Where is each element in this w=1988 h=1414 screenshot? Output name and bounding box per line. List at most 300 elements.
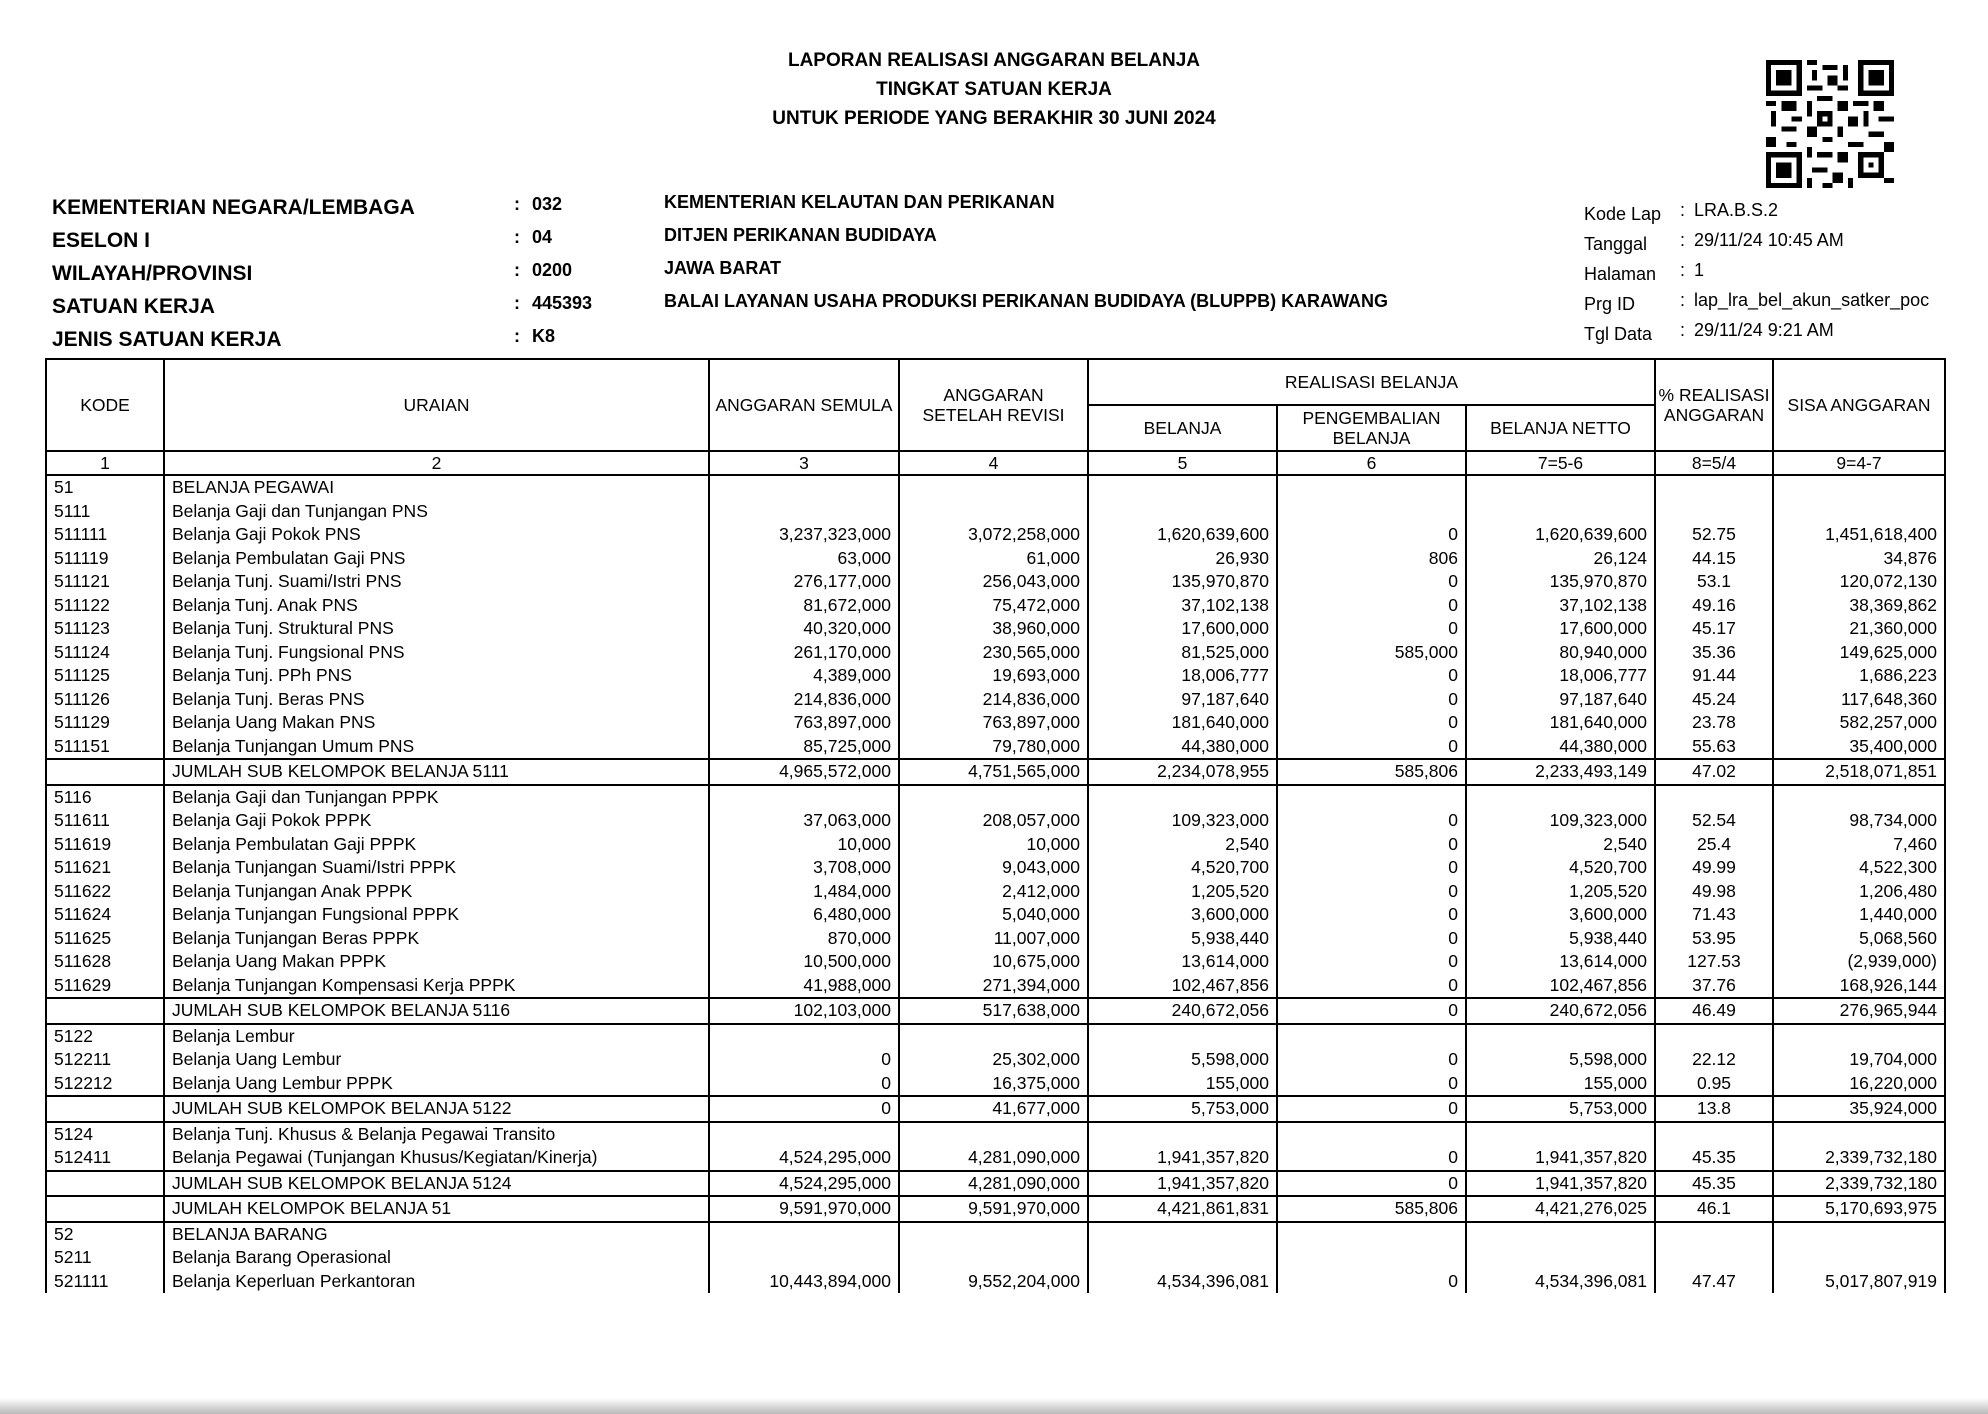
cell-netto: 18,006,777: [1466, 664, 1655, 688]
cell-persen: 49.16: [1655, 594, 1773, 618]
cell-belanja: 2,540: [1088, 833, 1277, 857]
cell-pengembalian: [1277, 475, 1466, 500]
cell-sisa: [1773, 785, 1945, 810]
header-uraian: URAIAN: [164, 359, 709, 451]
cell-belanja: 240,672,056: [1088, 998, 1277, 1024]
cell-belanja: 18,006,777: [1088, 664, 1277, 688]
cell-kode: 511629: [46, 974, 164, 999]
cell-kode: 5122: [46, 1024, 164, 1049]
cell-pengembalian: 0: [1277, 735, 1466, 760]
group-heading-row: [46, 785, 1945, 810]
cell-uraian: Belanja Tunj. PPh PNS: [164, 664, 709, 688]
group-heading-row: [46, 1122, 1945, 1147]
header-persen-realisasi: % REALISASI ANGGARAN: [1655, 359, 1773, 451]
meta-code: 032: [532, 194, 563, 214]
table-row: [46, 1048, 1945, 1072]
cell-persen: 127.53: [1655, 950, 1773, 974]
cell-persen: [1655, 785, 1773, 810]
cell-belanja: 17,600,000: [1088, 617, 1277, 641]
info-colon: :: [1680, 290, 1686, 310]
cell-revisi: [899, 1122, 1088, 1147]
meta-label: WILAYAH/PROVINSI: [52, 262, 253, 285]
cell-netto: 4,520,700: [1466, 856, 1655, 880]
cell-sisa: 38,369,862: [1773, 594, 1945, 618]
cell-sisa: 2,339,732,180: [1773, 1146, 1945, 1171]
meta-name: BALAI LAYANAN USAHA PRODUKSI PERIKANAN BUDIDAYA (BLUPPB) KARAWANG: [664, 291, 1389, 311]
table-row: [46, 1270, 1945, 1294]
qr-code-icon: [1766, 60, 1894, 188]
cell-revisi: [899, 1024, 1088, 1049]
meta-label: SATUAN KERJA: [52, 295, 215, 318]
cell-sisa: 35,400,000: [1773, 735, 1945, 760]
column-number: 9=4-7: [1773, 451, 1945, 475]
cell-revisi: 19,693,000: [899, 664, 1088, 688]
cell-sisa: 5,017,807,919: [1773, 1270, 1945, 1294]
cell-persen: 0.95: [1655, 1072, 1773, 1097]
cell-netto: 5,938,440: [1466, 927, 1655, 951]
table-row: [46, 809, 1945, 833]
cell-sisa: [1773, 1222, 1945, 1247]
cell-kode: 511121: [46, 570, 164, 594]
cell-uraian: BELANJA BARANG: [164, 1222, 709, 1247]
cell-semula: 4,524,295,000: [709, 1171, 899, 1197]
cell-pengembalian: 0: [1277, 523, 1466, 547]
cell-sisa: 149,625,000: [1773, 641, 1945, 665]
cell-persen: [1655, 1122, 1773, 1147]
cell-persen: 13.8: [1655, 1096, 1773, 1122]
cell-sisa: 5,170,693,975: [1773, 1196, 1945, 1222]
meta-colon: :: [514, 227, 520, 247]
cell-pengembalian: 0: [1277, 594, 1466, 618]
cell-kode: 511123: [46, 617, 164, 641]
cell-belanja: [1088, 475, 1277, 500]
cell-netto: 109,323,000: [1466, 809, 1655, 833]
cell-persen: 45.35: [1655, 1171, 1773, 1197]
cell-kode: 511129: [46, 711, 164, 735]
cell-semula: [709, 475, 899, 500]
cell-revisi: 3,072,258,000: [899, 523, 1088, 547]
cell-netto: 240,672,056: [1466, 998, 1655, 1024]
cell-kode: [46, 998, 164, 1024]
group-heading-row: [46, 1222, 1945, 1247]
cell-kode: 511151: [46, 735, 164, 760]
cell-persen: 47.02: [1655, 759, 1773, 785]
cell-semula: 40,320,000: [709, 617, 899, 641]
cell-pengembalian: [1277, 1122, 1466, 1147]
cell-belanja: 3,600,000: [1088, 903, 1277, 927]
cell-persen: [1655, 1222, 1773, 1247]
table-row: [46, 594, 1945, 618]
cell-netto: 1,941,357,820: [1466, 1171, 1655, 1197]
cell-semula: [709, 500, 899, 524]
meta-name: JAWA BARAT: [664, 258, 781, 278]
cell-revisi: 763,897,000: [899, 711, 1088, 735]
cell-kode: 521111: [46, 1270, 164, 1294]
cell-persen: 22.12: [1655, 1048, 1773, 1072]
table-row: [46, 1146, 1945, 1171]
cell-sisa: [1773, 1246, 1945, 1270]
cell-kode: [46, 1196, 164, 1222]
cell-semula: 10,500,000: [709, 950, 899, 974]
cell-sisa: [1773, 1122, 1945, 1147]
cell-pengembalian: 0: [1277, 903, 1466, 927]
cell-semula: 0: [709, 1072, 899, 1097]
cell-sisa: 168,926,144: [1773, 974, 1945, 999]
cell-sisa: [1773, 1024, 1945, 1049]
table-row: [46, 688, 1945, 712]
cell-sisa: 1,206,480: [1773, 880, 1945, 904]
cell-persen: 45.35: [1655, 1146, 1773, 1171]
cell-netto: 5,598,000: [1466, 1048, 1655, 1072]
cell-revisi: [899, 1246, 1088, 1270]
cell-persen: 46.49: [1655, 998, 1773, 1024]
table-row: [46, 927, 1945, 951]
cell-uraian: JUMLAH SUB KELOMPOK BELANJA 5124: [164, 1171, 709, 1197]
cell-uraian: Belanja Tunjangan Beras PPPK: [164, 927, 709, 951]
cell-persen: 52.75: [1655, 523, 1773, 547]
info-value: 1: [1694, 260, 1705, 280]
header-anggaran-semula: ANGGARAN SEMULA: [709, 359, 899, 451]
cell-belanja: 135,970,870: [1088, 570, 1277, 594]
cell-pengembalian: 585,806: [1277, 1196, 1466, 1222]
cell-kode: 511125: [46, 664, 164, 688]
cell-uraian: Belanja Tunjangan Umum PNS: [164, 735, 709, 760]
cell-uraian: Belanja Tunj. Anak PNS: [164, 594, 709, 618]
info-value: lap_lra_bel_akun_satker_poc: [1694, 290, 1930, 310]
subtotal-row: [46, 1096, 1945, 1122]
column-number: 8=5/4: [1655, 451, 1773, 475]
cell-netto: 155,000: [1466, 1072, 1655, 1097]
table-row: [46, 570, 1945, 594]
cell-uraian: Belanja Tunjangan Kompensasi Kerja PPPK: [164, 974, 709, 999]
cell-pengembalian: 0: [1277, 809, 1466, 833]
meta-label: ESELON I: [52, 229, 151, 252]
cell-semula: 102,103,000: [709, 998, 899, 1024]
cell-pengembalian: 0: [1277, 880, 1466, 904]
cell-semula: 763,897,000: [709, 711, 899, 735]
meta-label: JENIS SATUAN KERJA: [52, 328, 282, 351]
cell-revisi: 4,281,090,000: [899, 1171, 1088, 1197]
cell-uraian: Belanja Tunj. Beras PNS: [164, 688, 709, 712]
cell-kode: 512411: [46, 1146, 164, 1171]
cell-netto: [1466, 785, 1655, 810]
cell-uraian: Belanja Tunjangan Suami/Istri PPPK: [164, 856, 709, 880]
cell-revisi: 4,281,090,000: [899, 1146, 1088, 1171]
meta-code: 0200: [532, 260, 573, 280]
header-pengembalian: PENGEMBALIAN BELANJA: [1277, 405, 1466, 451]
cell-kode: [46, 1096, 164, 1122]
cell-sisa: [1773, 475, 1945, 500]
cell-persen: 23.78: [1655, 711, 1773, 735]
cell-sisa: 276,965,944: [1773, 998, 1945, 1024]
cell-uraian: JUMLAH SUB KELOMPOK BELANJA 5111: [164, 759, 709, 785]
cell-sisa: 35,924,000: [1773, 1096, 1945, 1122]
cell-uraian: Belanja Uang Lembur PPPK: [164, 1072, 709, 1097]
cell-pengembalian: 0: [1277, 1072, 1466, 1097]
cell-semula: [709, 1246, 899, 1270]
cell-pengembalian: 0: [1277, 711, 1466, 735]
cell-kode: 511619: [46, 833, 164, 857]
cell-pengembalian: 0: [1277, 974, 1466, 999]
cell-belanja: [1088, 1122, 1277, 1147]
cell-netto: 3,600,000: [1466, 903, 1655, 927]
cell-sisa: 117,648,360: [1773, 688, 1945, 712]
cell-semula: 4,524,295,000: [709, 1146, 899, 1171]
cell-pengembalian: 0: [1277, 688, 1466, 712]
cell-kode: 51: [46, 475, 164, 500]
cell-revisi: [899, 475, 1088, 500]
cell-belanja: 13,614,000: [1088, 950, 1277, 974]
cell-pengembalian: 0: [1277, 1096, 1466, 1122]
cell-belanja: 1,620,639,600: [1088, 523, 1277, 547]
cell-revisi: 4,751,565,000: [899, 759, 1088, 785]
header-belanja: BELANJA: [1088, 405, 1277, 451]
cell-revisi: 230,565,000: [899, 641, 1088, 665]
table-row: [46, 903, 1945, 927]
cell-pengembalian: 0: [1277, 570, 1466, 594]
cell-belanja: [1088, 785, 1277, 810]
cell-pengembalian: [1277, 500, 1466, 524]
report-title: [0, 46, 1988, 133]
cell-netto: 44,380,000: [1466, 735, 1655, 760]
cell-revisi: 16,375,000: [899, 1072, 1088, 1097]
page-edge-shadow: [0, 1398, 1988, 1414]
cell-netto: 1,205,520: [1466, 880, 1655, 904]
subtotal-row: [46, 1171, 1945, 1197]
cell-sisa: 98,734,000: [1773, 809, 1945, 833]
cell-netto: 37,102,138: [1466, 594, 1655, 618]
table-row: [46, 547, 1945, 571]
info-colon: :: [1680, 320, 1686, 340]
cell-netto: 102,467,856: [1466, 974, 1655, 999]
cell-sisa: (2,939,000): [1773, 950, 1945, 974]
table-row: [46, 664, 1945, 688]
cell-semula: 10,443,894,000: [709, 1270, 899, 1294]
cell-kode: 511624: [46, 903, 164, 927]
cell-persen: [1655, 1246, 1773, 1270]
cell-revisi: 41,677,000: [899, 1096, 1088, 1122]
group-heading-row: [46, 1246, 1945, 1270]
cell-belanja: 4,534,396,081: [1088, 1270, 1277, 1294]
cell-sisa: 34,876: [1773, 547, 1945, 571]
cell-netto: 4,534,396,081: [1466, 1270, 1655, 1294]
cell-revisi: 256,043,000: [899, 570, 1088, 594]
cell-persen: 91.44: [1655, 664, 1773, 688]
cell-belanja: [1088, 500, 1277, 524]
cell-netto: 1,941,357,820: [1466, 1146, 1655, 1171]
title-line-2: TINGKAT SATUAN KERJA: [876, 79, 1112, 100]
cell-uraian: Belanja Tunj. Fungsional PNS: [164, 641, 709, 665]
cell-uraian: Belanja Pembulatan Gaji PPPK: [164, 833, 709, 857]
table-row: [46, 523, 1945, 547]
info-colon: :: [1680, 230, 1686, 250]
cell-netto: [1466, 1222, 1655, 1247]
cell-uraian: Belanja Gaji dan Tunjangan PPPK: [164, 785, 709, 810]
meta-code: 04: [532, 227, 553, 247]
cell-sisa: 1,451,618,400: [1773, 523, 1945, 547]
cell-netto: 4,421,276,025: [1466, 1196, 1655, 1222]
cell-sisa: 7,460: [1773, 833, 1945, 857]
cell-revisi: 10,675,000: [899, 950, 1088, 974]
info-label: Kode Lap: [1584, 204, 1662, 224]
cell-belanja: 102,467,856: [1088, 974, 1277, 999]
meta-name: KEMENTERIAN KELAUTAN DAN PERIKANAN: [664, 192, 1055, 212]
cell-belanja: 37,102,138: [1088, 594, 1277, 618]
group-heading-row: [46, 500, 1945, 524]
info-label: Tgl Data: [1584, 324, 1653, 344]
info-value: 29/11/24 9:21 AM: [1694, 320, 1834, 340]
cell-belanja: 1,941,357,820: [1088, 1146, 1277, 1171]
cell-netto: 5,753,000: [1466, 1096, 1655, 1122]
cell-semula: 0: [709, 1096, 899, 1122]
cell-revisi: 208,057,000: [899, 809, 1088, 833]
cell-belanja: [1088, 1222, 1277, 1247]
cell-belanja: 2,234,078,955: [1088, 759, 1277, 785]
column-number: 5: [1088, 451, 1277, 475]
cell-revisi: 79,780,000: [899, 735, 1088, 760]
cell-revisi: 2,412,000: [899, 880, 1088, 904]
cell-sisa: 16,220,000: [1773, 1072, 1945, 1097]
meta-colon: :: [514, 194, 520, 214]
cell-netto: 2,540: [1466, 833, 1655, 857]
cell-belanja: 5,753,000: [1088, 1096, 1277, 1122]
cell-kode: 5116: [46, 785, 164, 810]
cell-pengembalian: 0: [1277, 998, 1466, 1024]
cell-persen: [1655, 1024, 1773, 1049]
cell-kode: 5124: [46, 1122, 164, 1147]
cell-revisi: 9,591,970,000: [899, 1196, 1088, 1222]
cell-uraian: Belanja Tunjangan Fungsional PPPK: [164, 903, 709, 927]
cell-semula: 81,672,000: [709, 594, 899, 618]
cell-netto: 26,124: [1466, 547, 1655, 571]
cell-kode: 511124: [46, 641, 164, 665]
cell-belanja: 1,941,357,820: [1088, 1171, 1277, 1197]
cell-revisi: 61,000: [899, 547, 1088, 571]
cell-kode: 511126: [46, 688, 164, 712]
cell-pengembalian: 806: [1277, 547, 1466, 571]
cell-kode: 511611: [46, 809, 164, 833]
cell-persen: [1655, 475, 1773, 500]
cell-pengembalian: [1277, 1024, 1466, 1049]
header-sisa-anggaran: SISA ANGGARAN: [1773, 359, 1945, 451]
table-row: [46, 1072, 1945, 1097]
cell-belanja: 109,323,000: [1088, 809, 1277, 833]
cell-uraian: Belanja Barang Operasional: [164, 1246, 709, 1270]
info-label: Tanggal: [1584, 234, 1648, 254]
cell-uraian: Belanja Pembulatan Gaji PNS: [164, 547, 709, 571]
subtotal-row: [46, 1196, 1945, 1222]
cell-semula: 1,484,000: [709, 880, 899, 904]
cell-uraian: Belanja Gaji dan Tunjangan PNS: [164, 500, 709, 524]
cell-kode: 512212: [46, 1072, 164, 1097]
cell-belanja: [1088, 1246, 1277, 1270]
cell-persen: 71.43: [1655, 903, 1773, 927]
cell-persen: 55.63: [1655, 735, 1773, 760]
cell-pengembalian: [1277, 1246, 1466, 1270]
cell-pengembalian: 0: [1277, 856, 1466, 880]
header-kode: KODE: [46, 359, 164, 451]
cell-sisa: 582,257,000: [1773, 711, 1945, 735]
cell-persen: 44.15: [1655, 547, 1773, 571]
cell-kode: 511622: [46, 880, 164, 904]
table-row: [46, 735, 1945, 760]
subtotal-row: [46, 759, 1945, 785]
cell-pengembalian: 0: [1277, 927, 1466, 951]
cell-semula: 4,965,572,000: [709, 759, 899, 785]
cell-kode: 511628: [46, 950, 164, 974]
info-colon: :: [1680, 200, 1686, 220]
cell-uraian: BELANJA PEGAWAI: [164, 475, 709, 500]
column-number: 1: [46, 451, 164, 475]
cell-uraian: JUMLAH SUB KELOMPOK BELANJA 5122: [164, 1096, 709, 1122]
meta-label: KEMENTERIAN NEGARA/LEMBAGA: [52, 196, 415, 219]
cell-semula: 3,237,323,000: [709, 523, 899, 547]
cell-belanja: 5,598,000: [1088, 1048, 1277, 1072]
info-value: LRA.B.S.2: [1694, 200, 1779, 220]
cell-uraian: JUMLAH SUB KELOMPOK BELANJA 5116: [164, 998, 709, 1024]
cell-pengembalian: 0: [1277, 833, 1466, 857]
cell-semula: 4,389,000: [709, 664, 899, 688]
cell-semula: 0: [709, 1048, 899, 1072]
header-anggaran-revisi: ANGGARAN SETELAH REVISI: [899, 359, 1088, 451]
cell-netto: 13,614,000: [1466, 950, 1655, 974]
cell-uraian: Belanja Tunj. Struktural PNS: [164, 617, 709, 641]
cell-revisi: [899, 1222, 1088, 1247]
cell-netto: 135,970,870: [1466, 570, 1655, 594]
column-number: 2: [164, 451, 709, 475]
group-heading-row: [46, 1024, 1945, 1049]
cell-belanja: 44,380,000: [1088, 735, 1277, 760]
table-row: [46, 617, 1945, 641]
cell-pengembalian: [1277, 785, 1466, 810]
cell-persen: 53.95: [1655, 927, 1773, 951]
cell-netto: 97,187,640: [1466, 688, 1655, 712]
cell-netto: 2,233,493,149: [1466, 759, 1655, 785]
cell-persen: 37.76: [1655, 974, 1773, 999]
cell-netto: 181,640,000: [1466, 711, 1655, 735]
cell-persen: 47.47: [1655, 1270, 1773, 1294]
cell-persen: 52.54: [1655, 809, 1773, 833]
column-number: 3: [709, 451, 899, 475]
info-label: Prg ID: [1584, 294, 1636, 314]
cell-kode: 511621: [46, 856, 164, 880]
cell-uraian: Belanja Uang Makan PPPK: [164, 950, 709, 974]
cell-semula: 214,836,000: [709, 688, 899, 712]
cell-semula: 6,480,000: [709, 903, 899, 927]
info-value: 29/11/24 10:45 AM: [1694, 230, 1844, 250]
cell-belanja: 1,205,520: [1088, 880, 1277, 904]
cell-semula: 85,725,000: [709, 735, 899, 760]
cell-revisi: [899, 500, 1088, 524]
cell-sisa: 1,686,223: [1773, 664, 1945, 688]
cell-semula: [709, 1222, 899, 1247]
cell-kode: 512211: [46, 1048, 164, 1072]
cell-sisa: 2,518,071,851: [1773, 759, 1945, 785]
cell-netto: [1466, 1246, 1655, 1270]
cell-pengembalian: 0: [1277, 617, 1466, 641]
cell-netto: 1,620,639,600: [1466, 523, 1655, 547]
cell-pengembalian: 0: [1277, 664, 1466, 688]
cell-persen: 35.36: [1655, 641, 1773, 665]
meta-name: DITJEN PERIKANAN BUDIDAYA: [664, 225, 937, 245]
meta-code: 445393: [532, 293, 593, 313]
info-colon: :: [1680, 260, 1686, 280]
meta-code: K8: [532, 326, 556, 346]
cell-pengembalian: 0: [1277, 1171, 1466, 1197]
cell-uraian: Belanja Uang Makan PNS: [164, 711, 709, 735]
cell-semula: [709, 1122, 899, 1147]
cell-sisa: [1773, 500, 1945, 524]
